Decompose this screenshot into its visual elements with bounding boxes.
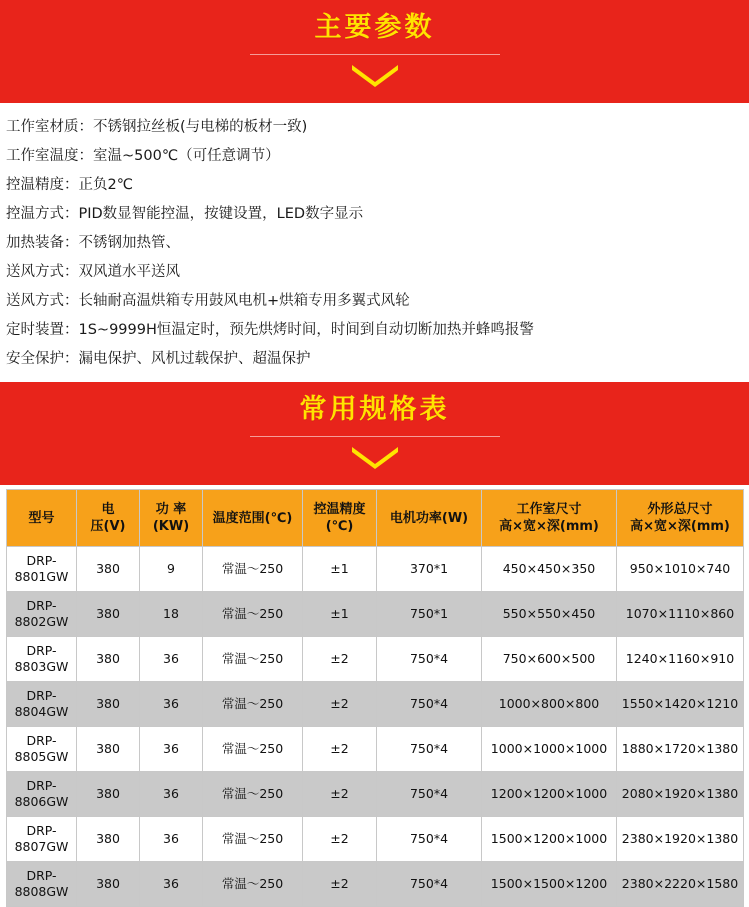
model-line-1: DRP- bbox=[26, 868, 57, 883]
cell-power: 18 bbox=[140, 592, 203, 637]
table-row bbox=[7, 547, 744, 592]
model-line-2: 8803GW bbox=[14, 659, 69, 674]
model-line-2: 8804GW bbox=[14, 704, 69, 719]
spec-table-title: 常用规格表 bbox=[299, 394, 450, 425]
model-line-2: 8805GW bbox=[14, 749, 69, 764]
cell-model bbox=[7, 727, 77, 772]
header-line-1: 控温精度 bbox=[313, 502, 366, 517]
spec-table-wrapper bbox=[0, 485, 749, 907]
cell-overall-size: 2380×2220×1580 bbox=[617, 862, 744, 907]
header-line-2: 高×宽×深(mm) bbox=[499, 519, 599, 534]
table-row bbox=[7, 637, 744, 682]
model-line-1: DRP- bbox=[26, 688, 57, 703]
cell-temp-range: 常温～250 bbox=[203, 817, 303, 862]
cell-temp-range: 常温～250 bbox=[203, 637, 303, 682]
model-line-2: 8808GW bbox=[14, 884, 69, 899]
column-header-power bbox=[140, 490, 203, 547]
cell-temp-range: 常温～250 bbox=[203, 547, 303, 592]
cell-temp-range: 常温～250 bbox=[203, 772, 303, 817]
cell-voltage: 380 bbox=[77, 727, 140, 772]
spec-table bbox=[6, 489, 744, 907]
model-line-2: 8807GW bbox=[14, 839, 69, 854]
column-header-overall-size bbox=[617, 490, 744, 547]
main-parameters-banner bbox=[0, 0, 749, 103]
spec-table-body bbox=[7, 547, 744, 907]
header-line-2: (KW) bbox=[152, 519, 190, 534]
cell-overall-size: 2380×1920×1380 bbox=[617, 817, 744, 862]
table-header-row bbox=[7, 490, 744, 547]
banner-divider bbox=[250, 54, 500, 55]
cell-accuracy: ±2 bbox=[303, 637, 377, 682]
cell-accuracy: ±1 bbox=[303, 592, 377, 637]
model-line-1: DRP- bbox=[26, 643, 57, 658]
header-line-1: 电 bbox=[101, 502, 115, 517]
header-line-2: 压(V) bbox=[90, 519, 126, 534]
cell-model bbox=[7, 682, 77, 727]
cell-voltage: 380 bbox=[77, 772, 140, 817]
cell-chamber-size: 550×550×450 bbox=[482, 592, 617, 637]
model-line-1: DRP- bbox=[26, 823, 57, 838]
cell-power: 36 bbox=[140, 682, 203, 727]
cell-accuracy: ±2 bbox=[303, 817, 377, 862]
cell-chamber-size: 450×450×350 bbox=[482, 547, 617, 592]
cell-chamber-size: 1200×1200×1000 bbox=[482, 772, 617, 817]
cell-temp-range: 常温～250 bbox=[203, 727, 303, 772]
chevron-down-icon bbox=[352, 65, 398, 87]
param-item: 控温精度：正负2℃ bbox=[6, 177, 134, 193]
table-row bbox=[7, 727, 744, 772]
cell-model bbox=[7, 592, 77, 637]
column-header-voltage bbox=[77, 490, 140, 547]
spec-table-banner bbox=[0, 382, 749, 485]
model-line-1: DRP- bbox=[26, 598, 57, 613]
param-item: 送风方式：双风道水平送风 bbox=[6, 264, 180, 280]
cell-model bbox=[7, 637, 77, 682]
cell-temp-range: 常温～250 bbox=[203, 682, 303, 727]
model-line-1: DRP- bbox=[26, 553, 57, 568]
cell-voltage: 380 bbox=[77, 637, 140, 682]
model-line-1: DRP- bbox=[26, 733, 57, 748]
header-line-1: 温度范围(℃) bbox=[212, 510, 293, 526]
cell-motor-power: 750*1 bbox=[377, 592, 482, 637]
header-line-1: 型号 bbox=[28, 510, 55, 526]
cell-chamber-size: 1000×1000×1000 bbox=[482, 727, 617, 772]
cell-voltage: 380 bbox=[77, 592, 140, 637]
cell-voltage: 380 bbox=[77, 817, 140, 862]
cell-model bbox=[7, 817, 77, 862]
cell-voltage: 380 bbox=[77, 862, 140, 907]
cell-power: 36 bbox=[140, 637, 203, 682]
cell-power: 36 bbox=[140, 727, 203, 772]
param-item: 送风方式：长轴耐高温烘箱专用鼓风电机+烘箱专用多翼式风轮 bbox=[6, 293, 410, 309]
cell-overall-size: 1550×1420×1210 bbox=[617, 682, 744, 727]
cell-motor-power: 750*4 bbox=[377, 727, 482, 772]
cell-motor-power: 370*1 bbox=[377, 547, 482, 592]
cell-accuracy: ±2 bbox=[303, 682, 377, 727]
column-header-motor-power bbox=[377, 490, 482, 547]
chevron-down-icon bbox=[352, 447, 398, 469]
cell-motor-power: 750*4 bbox=[377, 862, 482, 907]
cell-motor-power: 750*4 bbox=[377, 817, 482, 862]
param-item: 定时装置：1S~9999H恒温定时，预先烘烤时间，时间到自动切断加热并蜂鸣报警 bbox=[6, 322, 534, 338]
header-line-1: 电机功率(W) bbox=[389, 510, 469, 526]
param-item: 控温方式：PID数显智能控温，按键设置，LED数字显示 bbox=[6, 206, 364, 222]
cell-motor-power: 750*4 bbox=[377, 772, 482, 817]
parameters-list bbox=[0, 103, 749, 382]
cell-voltage: 380 bbox=[77, 682, 140, 727]
model-line-1: DRP- bbox=[26, 778, 57, 793]
cell-chamber-size: 1500×1200×1000 bbox=[482, 817, 617, 862]
model-line-2: 8806GW bbox=[14, 794, 69, 809]
column-header-temp-range bbox=[203, 490, 303, 547]
cell-temp-range: 常温～250 bbox=[203, 592, 303, 637]
header-line-1: 工作室尺寸 bbox=[516, 502, 582, 517]
cell-accuracy: ±1 bbox=[303, 547, 377, 592]
column-header-model bbox=[7, 490, 77, 547]
cell-chamber-size: 1000×800×800 bbox=[482, 682, 617, 727]
cell-power: 36 bbox=[140, 817, 203, 862]
cell-overall-size: 950×1010×740 bbox=[617, 547, 744, 592]
model-line-2: 8801GW bbox=[14, 569, 69, 584]
model-line-2: 8802GW bbox=[14, 614, 69, 629]
cell-accuracy: ±2 bbox=[303, 862, 377, 907]
cell-model bbox=[7, 547, 77, 592]
header-line-2: (℃) bbox=[325, 519, 354, 534]
cell-motor-power: 750*4 bbox=[377, 637, 482, 682]
cell-chamber-size: 1500×1500×1200 bbox=[482, 862, 617, 907]
cell-motor-power: 750*4 bbox=[377, 682, 482, 727]
cell-power: 36 bbox=[140, 772, 203, 817]
cell-chamber-size: 750×600×500 bbox=[482, 637, 617, 682]
cell-temp-range: 常温～250 bbox=[203, 862, 303, 907]
cell-overall-size: 2080×1920×1380 bbox=[617, 772, 744, 817]
column-header-accuracy bbox=[303, 490, 377, 547]
header-line-2: 高×宽×深(mm) bbox=[630, 519, 730, 534]
cell-accuracy: ±2 bbox=[303, 772, 377, 817]
table-row bbox=[7, 772, 744, 817]
column-header-chamber-size bbox=[482, 490, 617, 547]
cell-model bbox=[7, 862, 77, 907]
banner-divider bbox=[250, 436, 500, 437]
table-row bbox=[7, 862, 744, 907]
header-line-1: 功 率 bbox=[155, 502, 187, 517]
cell-overall-size: 1880×1720×1380 bbox=[617, 727, 744, 772]
param-item: 安全保护：漏电保护、风机过载保护、超温保护 bbox=[6, 351, 311, 367]
cell-model bbox=[7, 772, 77, 817]
cell-overall-size: 1240×1160×910 bbox=[617, 637, 744, 682]
cell-power: 9 bbox=[140, 547, 203, 592]
main-parameters-title: 主要参数 bbox=[314, 12, 435, 43]
cell-accuracy: ±2 bbox=[303, 727, 377, 772]
param-item: 工作室温度：室温~500℃（可任意调节） bbox=[6, 148, 280, 164]
cell-power: 36 bbox=[140, 862, 203, 907]
table-row bbox=[7, 682, 744, 727]
param-item: 工作室材质：不锈钢拉丝板(与电梯的板材一致) bbox=[6, 119, 308, 135]
cell-voltage: 380 bbox=[77, 547, 140, 592]
param-item: 加热装备：不锈钢加热管、 bbox=[6, 235, 180, 251]
cell-overall-size: 1070×1110×860 bbox=[617, 592, 744, 637]
header-line-1: 外形总尺寸 bbox=[647, 502, 713, 517]
table-row bbox=[7, 592, 744, 637]
table-row bbox=[7, 817, 744, 862]
